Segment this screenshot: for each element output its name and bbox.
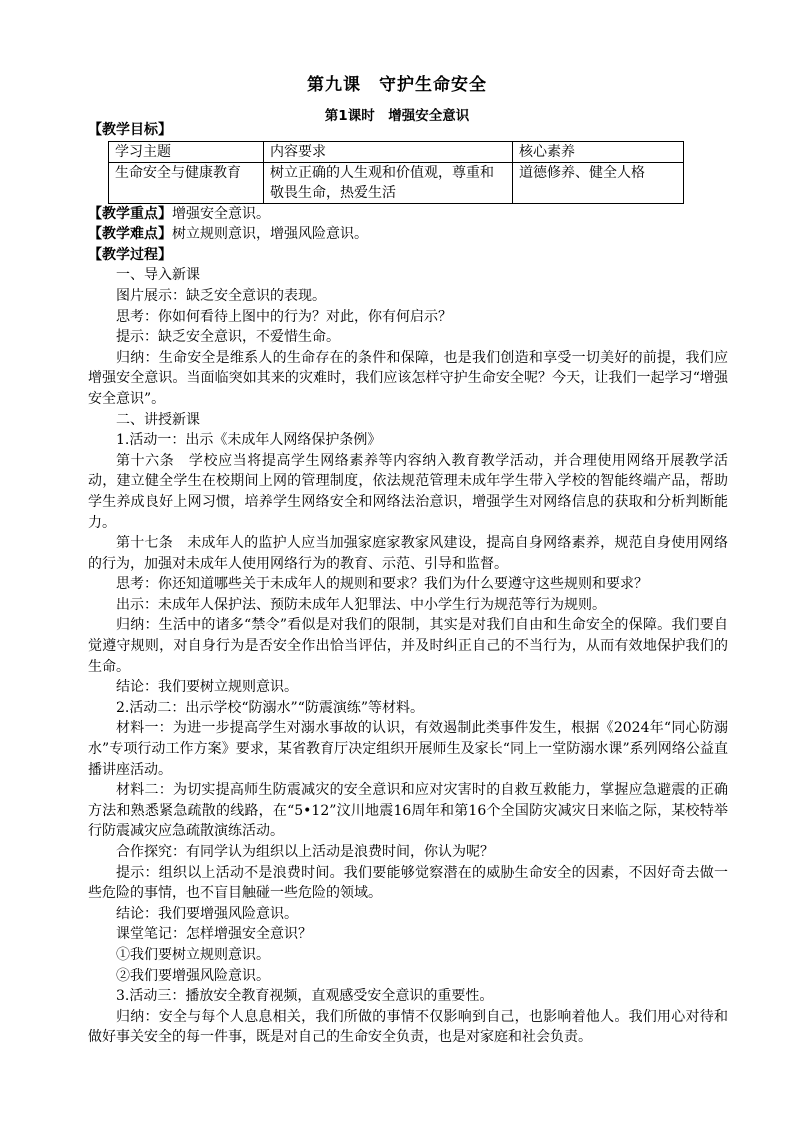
table-cell: 树立正确的人生观和价值观，尊重和敬畏生命，热爱生活 — [264, 162, 513, 203]
difficulty-text: 树立规则意识，增强风险意识。 — [172, 226, 368, 243]
paragraph: 归纳：生活中的诸多“禁令”看似是对我们的限制，其实是对我们自由和生命安全的保障。我们要自觉遵守规则，对自身行为是否安全作出恰当评估，并及时纠正自己的不当行为，从而有效地保护我们的生命。 — [88, 617, 728, 675]
lesson-title: 第九课 守护生命安全 — [307, 75, 487, 95]
focus-label: 【教学重点】 — [88, 205, 172, 222]
goals-label: 【教学目标】 — [88, 122, 172, 138]
table-header-cell: 内容要求 — [264, 141, 513, 162]
difficulty-label: 【教学难点】 — [88, 226, 172, 243]
table-cell: 道德修养、健全人格 — [513, 162, 684, 203]
activity-heading: 1.活动一：出示《未成年人网络保护条例》 — [116, 432, 382, 449]
table-header-cell: 学习主题 — [109, 141, 264, 162]
document-body — [88, 120, 728, 1048]
section-heading: 一、导入新课 — [116, 267, 200, 284]
table-header-row — [109, 141, 684, 162]
table-cell: 生命安全与健康教育 — [109, 162, 264, 203]
paragraph: 材料二：为切实提高师生防震减灾的安全意识和应对灾害时的自救互救能力，掌握应急避震的正确方法和熟悉紧急疏散的线路，在“5•12”汶川地震16周年和第16个全国防灾减灾日来临之际，某校特举行防震减灾应急疏散演练活动。 — [88, 782, 728, 840]
activity-heading: 3.活动三：播放安全教育视频，直观感受安全意识的重要性。 — [116, 988, 494, 1005]
focus-text: 增强安全意识。 — [172, 205, 270, 222]
teaching-difficulty — [88, 224, 728, 245]
lesson-subtitle: 第1课时 增强安全意识 — [324, 108, 470, 124]
paragraph: 结论：我们要增强风险意识。 — [116, 905, 298, 922]
paragraph: 归纳：安全与每个人息息相关，我们所做的事情不仅影响到自己，也影响着他人。我们用心对待和做好事关安全的每一件事，既是对自己的生命安全负责，也是对家庭和社会负责。 — [88, 1008, 728, 1046]
paragraph: 合作探究：有同学认为组织以上活动是浪费时间，你认为呢？ — [116, 844, 494, 860]
goals-table — [108, 141, 684, 204]
paragraph: 提示：缺乏安全意识，不爱惜生命。 — [116, 329, 340, 346]
paragraph: 图片展示：缺乏安全意识的表现。 — [116, 287, 326, 304]
paragraph: 结论：我们要树立规则意识。 — [116, 679, 298, 696]
paragraph: 课堂笔记：怎样增强安全意识？ — [116, 926, 312, 943]
paragraph: 思考：你还知道哪些关于未成年人的规则和要求？我们为什么要遵守这些规则和要求？ — [116, 576, 648, 593]
paragraph: 思考：你如何看待上图中的行为？对此，你有何启示？ — [116, 308, 452, 325]
paragraph: 出示：未成年人保护法、预防未成年人犯罪法、中小学生行为规范等行为规则。 — [116, 596, 606, 613]
table-header-cell: 核心素养 — [513, 141, 684, 162]
section-heading: 二、讲授新课 — [116, 411, 200, 428]
paragraph: 归纳：生命安全是维系人的生命存在的条件和保障，也是我们创造和享受一切美好的前提，我们应增强安全意识。当面临突如其来的灾难时，我们应该怎样守护生命安全呢？今天，让我们一起学习“增强安全意识”。 — [88, 349, 728, 407]
list-item: ①我们要树立规则意识。 — [116, 946, 270, 963]
teaching-focus — [88, 204, 728, 225]
paragraph: 材料一：为进一步提高学生对溺水事故的认识，有效遏制此类事件发生，根据《2024年“同心防溺水”专项行动工作方案》要求，某省教育厅决定组织开展师生及家长“同上一堂防溺水课”系列网络公益直播讲座活动。 — [88, 720, 728, 778]
activity-heading: 2.活动二：出示学校“防溺水”“防震演练”等材料。 — [116, 699, 424, 716]
paragraph: 第十六条 学校应当将提高学生网络素养等内容纳入教育教学活动，并合理使用网络开展教学活动，建立健全学生在校期间上网的管理制度，依法规范管理未成年学生带入学校的智能终端产品，帮助学生养成良好上网习惯，培养学生网络安全和网络法治意识，增强学生对网络信息的获取和分析判断能力。 — [88, 452, 728, 531]
table-row — [109, 162, 684, 203]
list-item: ②我们要增强风险意识。 — [116, 967, 270, 984]
paragraph: 第十七条 未成年人的监护人应当加强家庭家教家风建设，提高自身网络素养，规范自身使用网络的行为，加强对未成年人使用网络行为的教育、示范、引导和监督。 — [88, 535, 728, 572]
process-label: 【教学过程】 — [88, 246, 172, 263]
paragraph: 提示：组织以上活动不是浪费时间。我们要能够觉察潜在的威胁生命安全的因素，不因好奇去做一些危险的事情，也不盲目触碰一些危险的领域。 — [88, 864, 728, 902]
